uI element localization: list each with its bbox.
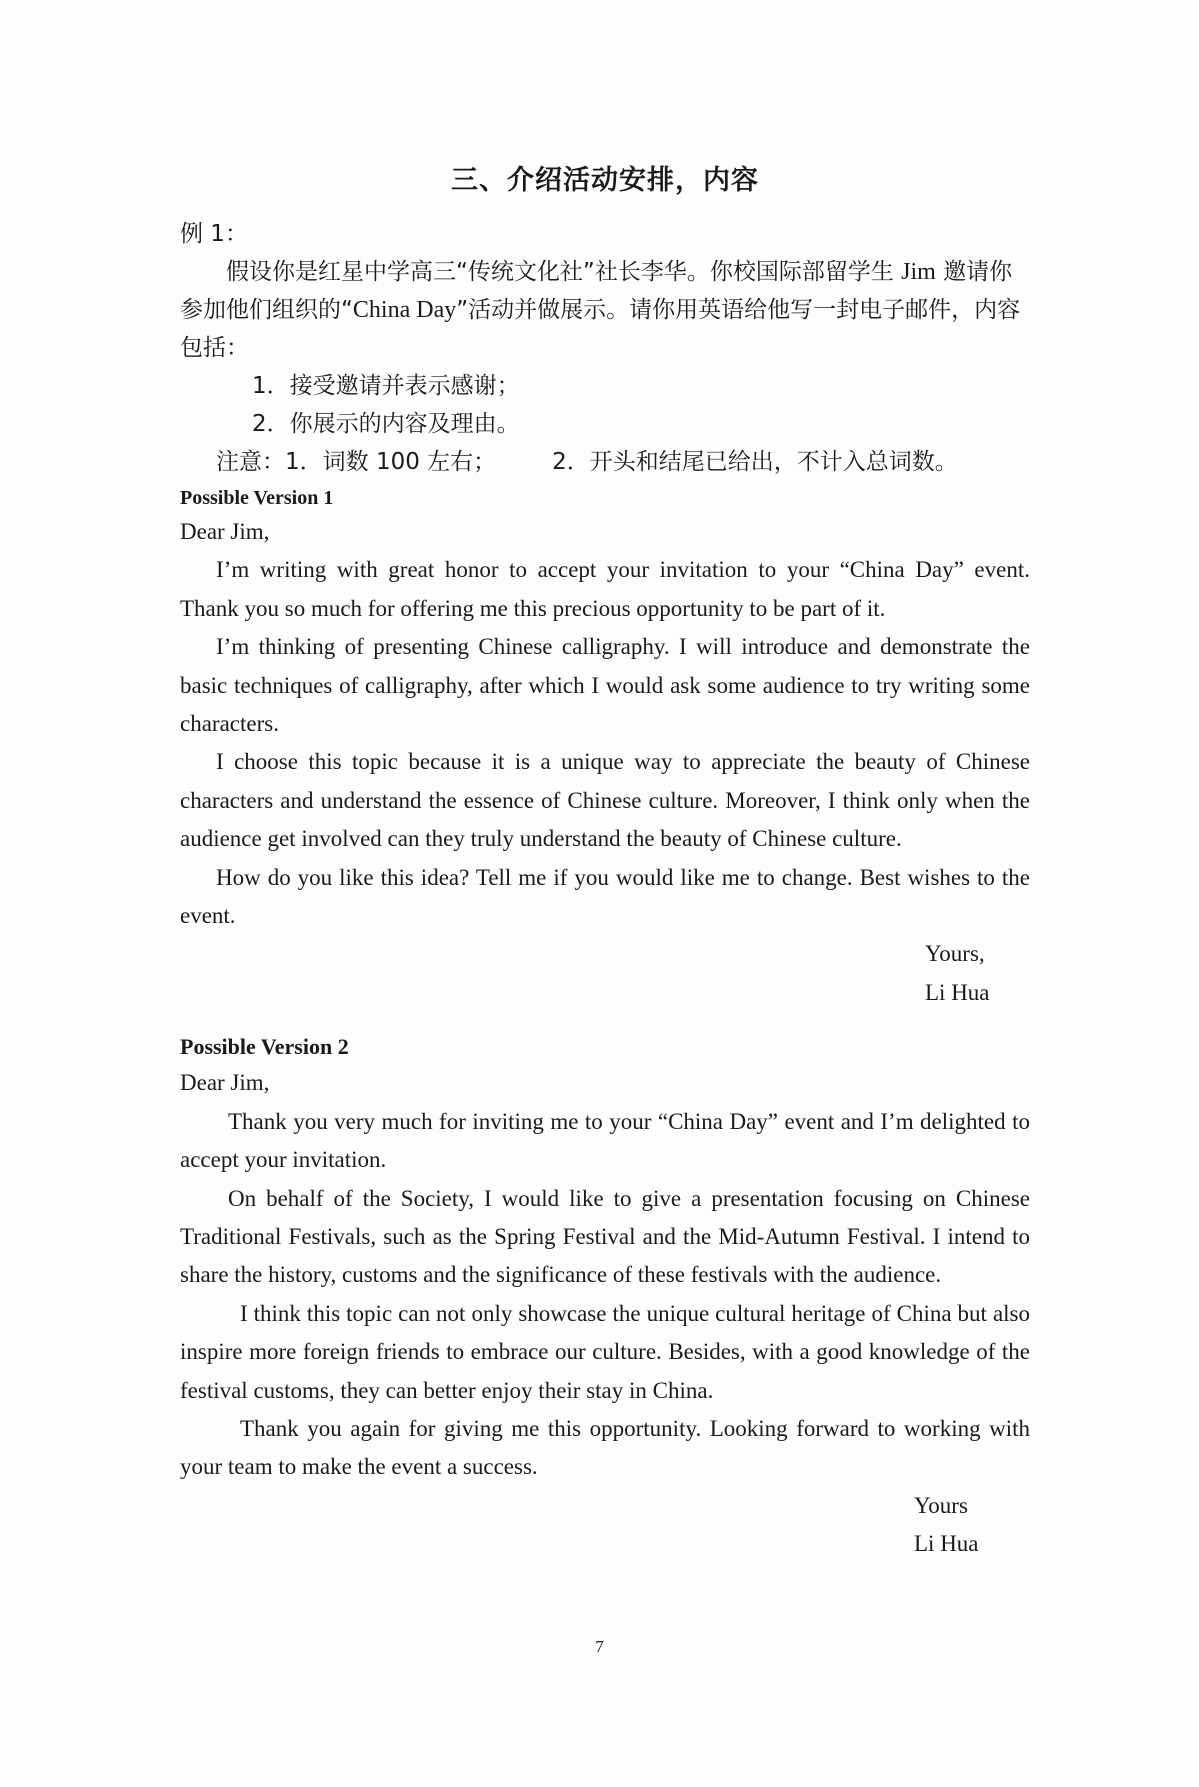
version-2-paragraph: Thank you very much for inviting me to your “China Day” event and I’m delighted to accept your invitation. xyxy=(180,1108,1030,1173)
task-text-3: ”活动并做展示。请你用英语给他写一封电子邮件，内容包括： xyxy=(180,297,1021,361)
example-label: 例 1： xyxy=(180,221,248,247)
version-1-paragraph: I choose this topic because it is a unique way to appreciate the beauty of Chinese characters and understand the essence of Chinese culture. Moreover, I think only when the audience get involved can they truly understand the beauty of Chinese culture. xyxy=(180,749,1030,852)
task-prompt xyxy=(180,215,1030,481)
version-1-salutation: Dear Jim, xyxy=(180,519,270,544)
note-word-count: 1．词数 100 左右； xyxy=(285,449,497,475)
version-1-paragraph: I’m writing with great honor to accept your invitation to your “China Day” event. Thank you so much for offering me this precious opportunity to be part of it. xyxy=(180,557,1030,621)
note-opening-closing: 2．开头和结尾已给出，不计入总词数。 xyxy=(552,449,958,475)
page-content xyxy=(180,150,1030,1564)
version-1-heading: Possible Version 1 xyxy=(180,487,334,509)
task-notes xyxy=(216,443,1030,481)
version-1-signature: Li Hua xyxy=(925,979,990,1005)
page-number: 7 xyxy=(595,1637,604,1656)
task-item-1: 1．接受邀请并表示感谢； xyxy=(252,373,520,399)
version-2-signature: Li Hua xyxy=(914,1531,979,1557)
version-2-letter xyxy=(180,1064,1030,1563)
version-1-letter xyxy=(180,513,1030,1012)
task-text-2: 邀请你参加他们组织的“ xyxy=(180,259,1013,323)
version-1-closing: Yours, xyxy=(925,941,985,967)
task-text-1: 假设你是红星中学高三“传统文化社”社长李华。你校国际部留学生 xyxy=(226,259,902,285)
section-title: 三、介绍活动安排，内容 xyxy=(451,165,759,196)
version-2-paragraph: Thank you again for giving me this opportunity. Looking forward to working with your team to make the event a success. xyxy=(180,1415,1030,1480)
note-label: 注意： xyxy=(216,449,285,475)
version-1-paragraph: I’m thinking of presenting Chinese calligraphy. I will introduce and demonstrate the basic techniques of calligraphy, after which I would ask some audience to try writing some characters. xyxy=(180,634,1030,737)
task-text-jim: Jim xyxy=(901,259,936,285)
task-text-china-day: China Day xyxy=(352,297,457,323)
version-2-closing: Yours xyxy=(914,1492,968,1518)
version-2-heading: Possible Version 2 xyxy=(180,1034,349,1060)
task-description xyxy=(180,253,1030,367)
task-item-2: 2．你展示的内容及理由。 xyxy=(252,411,520,437)
version-1-paragraph: How do you like this idea? Tell me if you would like me to change. Best wishes to the event. xyxy=(180,864,1030,929)
version-2-salutation: Dear Jim, xyxy=(180,1070,270,1096)
version-2-paragraph: I think this topic can not only showcase the unique cultural heritage of China but also inspire more foreign friends to embrace our culture. Besides, with a good knowledge of the festival customs, they can better enjoy their stay in China. xyxy=(180,1300,1030,1403)
version-2-paragraph: On behalf of the Society, I would like to give a presentation focusing on Chinese Traditional Festivals, such as the Spring Festival and the Mid-Autumn Festival. I intend to share the history, customs and the significance of these festivals with the audience. xyxy=(180,1185,1030,1288)
